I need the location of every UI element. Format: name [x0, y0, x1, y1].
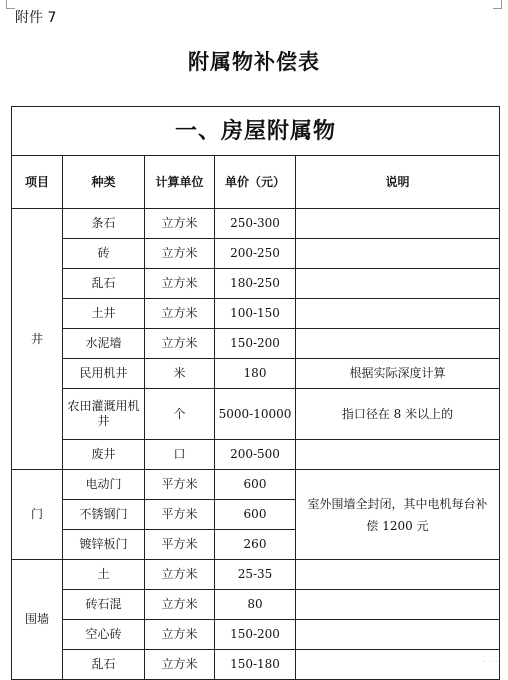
table-row: [12, 440, 500, 470]
unit-cell: 米: [145, 359, 215, 389]
unit-cell: 立方米: [145, 209, 215, 239]
table-row: [12, 299, 500, 329]
note-cell: [296, 239, 500, 269]
kind-cell: 乱石: [63, 269, 145, 299]
kind-cell: 砖: [63, 239, 145, 269]
table-row: [12, 389, 500, 440]
table-row: [12, 590, 500, 620]
section-title: 一、房屋附属物: [12, 107, 500, 156]
kind-cell: 民用机井: [63, 359, 145, 389]
header-kind: 种类: [63, 156, 145, 209]
header-unit: 计算单位: [145, 156, 215, 209]
kind-cell: 土井: [63, 299, 145, 329]
header-price: 单价（元）: [215, 156, 296, 209]
project-cell: 门: [12, 470, 63, 560]
page-title: 附属物补偿表: [188, 50, 320, 74]
table-row: [12, 470, 500, 500]
note-cell: 根据实际深度计算: [296, 359, 500, 389]
compensation-table: [11, 106, 500, 680]
price-cell: 100-150: [215, 299, 296, 329]
attachment-label: 附件 7: [15, 10, 57, 26]
table-row: [12, 239, 500, 269]
unit-cell: 立方米: [145, 299, 215, 329]
unit-cell: 平方米: [145, 470, 215, 500]
header-row: [12, 156, 500, 209]
note-cell: [296, 560, 500, 590]
note-cell: 室外围墙全封闭，其中电机每台补偿 1200 元: [296, 470, 500, 560]
table-row: [12, 620, 500, 650]
kind-cell: 不锈钢门: [63, 500, 145, 530]
unit-cell: 立方米: [145, 239, 215, 269]
kind-cell: 土: [63, 560, 145, 590]
crop-mark-right: [493, 0, 502, 9]
kind-cell: 条石: [63, 209, 145, 239]
price-cell: 200-500: [215, 440, 296, 470]
price-cell: 150-180: [215, 650, 296, 680]
note-cell: [296, 440, 500, 470]
unit-cell: 平方米: [145, 500, 215, 530]
price-cell: 250-300: [215, 209, 296, 239]
unit-cell: 立方米: [145, 620, 215, 650]
note-cell: 指口径在 8 米以上的: [296, 389, 500, 440]
section-title-row: [12, 107, 500, 156]
price-cell: 600: [215, 500, 296, 530]
note-cell: [296, 329, 500, 359]
kind-cell: 废井: [63, 440, 145, 470]
unit-cell: 立方米: [145, 650, 215, 680]
price-cell: 260: [215, 530, 296, 560]
price-cell: 180: [215, 359, 296, 389]
table-row: [12, 329, 500, 359]
table-row: [12, 269, 500, 299]
table-row: [12, 359, 500, 389]
note-cell: [296, 269, 500, 299]
price-cell: 80: [215, 590, 296, 620]
price-cell: 600: [215, 470, 296, 500]
note-cell: [296, 209, 500, 239]
table-row: [12, 560, 500, 590]
price-cell: 200-250: [215, 239, 296, 269]
kind-cell: 空心砖: [63, 620, 145, 650]
price-cell: 180-250: [215, 269, 296, 299]
kind-cell: 水泥墙: [63, 329, 145, 359]
price-cell: 150-200: [215, 329, 296, 359]
table-body: [12, 107, 500, 680]
project-cell: 井: [12, 209, 63, 470]
note-cell: [296, 650, 500, 680]
kind-cell: 农田灌溉用机井: [63, 389, 145, 440]
crop-mark-left: [6, 0, 15, 9]
unit-cell: 口: [145, 440, 215, 470]
price-cell: 5000-10000: [215, 389, 296, 440]
note-cell: [296, 299, 500, 329]
unit-cell: 个: [145, 389, 215, 440]
kind-cell: 镀锌板门: [63, 530, 145, 560]
unit-cell: 立方米: [145, 269, 215, 299]
header-note: 说明: [296, 156, 500, 209]
kind-cell: 电动门: [63, 470, 145, 500]
kind-cell: 砖石混: [63, 590, 145, 620]
unit-cell: 平方米: [145, 530, 215, 560]
table-row: [12, 650, 500, 680]
project-cell: 围墙: [12, 560, 63, 680]
price-cell: 150-200: [215, 620, 296, 650]
note-cell: [296, 620, 500, 650]
price-cell: 25-35: [215, 560, 296, 590]
table-row: [12, 209, 500, 239]
kind-cell: 乱石: [63, 650, 145, 680]
header-project: 项目: [12, 156, 63, 209]
note-cell: [296, 590, 500, 620]
unit-cell: 立方米: [145, 590, 215, 620]
watermark: · · ·: [482, 657, 498, 668]
unit-cell: 立方米: [145, 560, 215, 590]
unit-cell: 立方米: [145, 329, 215, 359]
